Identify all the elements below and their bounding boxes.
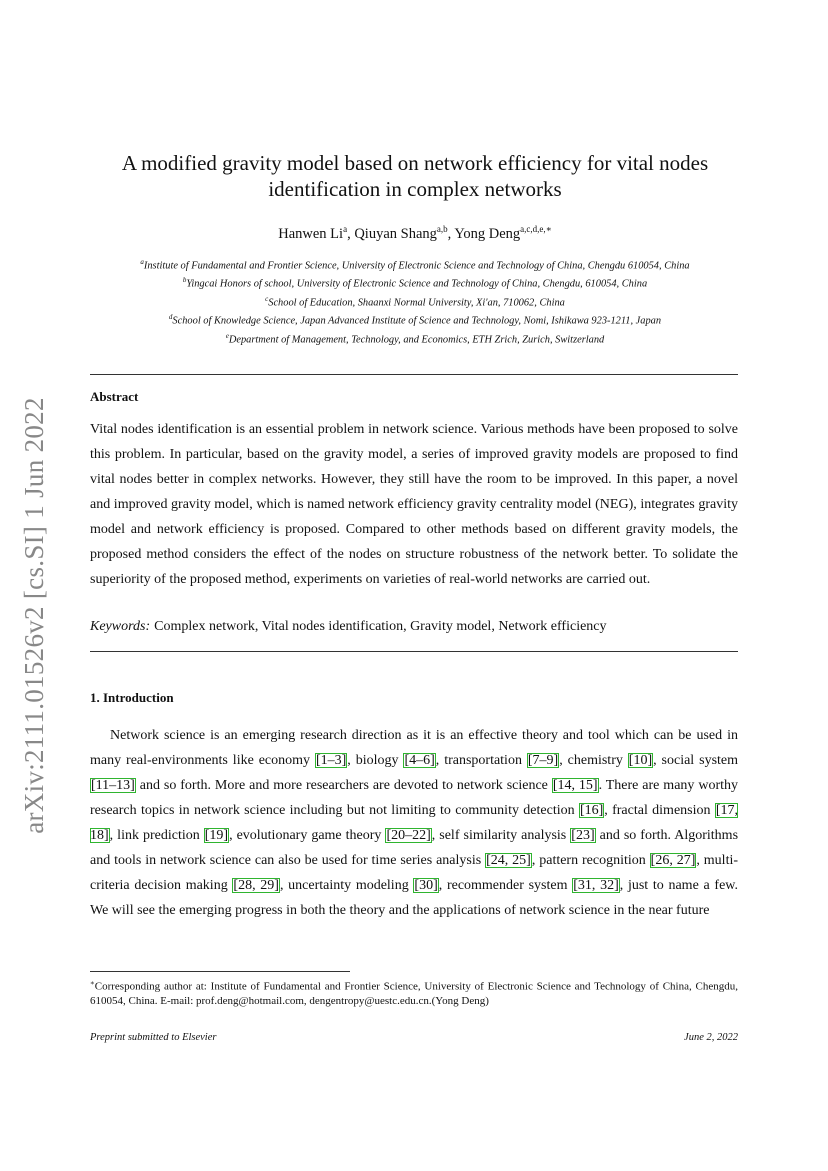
citation-link[interactable]: [23] <box>571 828 595 843</box>
affiliation-mark: b <box>182 276 187 285</box>
affiliation-text: School of Knowledge Science, Japan Advanced Institute of Science and Technology, Nomi, Ishikawa 923-1211, Japan <box>172 315 662 327</box>
text-run: , multi-criteria decision making <box>90 853 739 893</box>
footer-preprint-note: Preprint submitted to Elsevier <box>90 1032 217 1043</box>
citation-link[interactable]: [17, 18] <box>90 803 738 843</box>
paper-title: A modified gravity model based on network efficiency for vital nodes identification in complex networks <box>121 151 709 201</box>
citation-link[interactable]: [19] <box>204 828 229 843</box>
citation-link[interactable]: [4–6] <box>404 753 435 768</box>
affiliation-item <box>70 273 760 291</box>
text-run: , link prediction <box>109 828 204 843</box>
affiliation-mark: e <box>225 331 229 340</box>
abstract-paragraph: Vital nodes identification is an essential problem in network science. Various methods have been proposed to solve this problem. In particular, based on the gravity model, a series of improved gravity models are proposed to find vital nodes better in complex networks. However, they still have the room to be improved. In this paper, a novel and improved gravity model, which is named network efficiency gravity centrality model (NEG), integrates gravity model and network efficiency is proposed. Compared to other methods based on different gravity models, the proposed method considers the effect of the nodes on structure robustness of the network better. To solidate the superiority of the proposed method, experiments on varieties of real-world networks are carried out. <box>90 422 738 587</box>
keywords-label: Keywords: <box>90 619 151 634</box>
introduction-paragraph <box>90 723 738 923</box>
introduction-heading: 1. Introduction <box>90 690 174 705</box>
text-run: , chemistry <box>559 753 628 768</box>
citation-link[interactable]: [31, 32] <box>573 878 619 893</box>
affiliation-text: Institute of Fundamental and Frontier Science, University of Electronic Science and Technology of China, Chengdu 610054, China <box>143 260 690 272</box>
text-run: and so forth. More and more researchers are devoted to network science <box>135 778 552 793</box>
abstract-heading: Abstract <box>90 389 139 404</box>
footnote-rule <box>90 971 350 972</box>
text-run: , fractal dimension <box>604 803 715 818</box>
abstract-bottom-rule <box>90 651 738 652</box>
text-run: , pattern recognition <box>531 853 650 868</box>
citation-link[interactable]: [30] <box>414 878 438 893</box>
footnote-text: Corresponding author at: Institute of Fundamental and Frontier Science, University of Electronic Science and Technology of China, Chengdu, 610054, China. E-mail: prof.deng@hotmail.com, dengentropy@uestc.edu.cn.(Yong Deng) <box>90 980 738 1007</box>
author-name: Qiuyan Shang <box>354 225 437 242</box>
footnote-mark: ∗ <box>90 979 95 987</box>
text-run: , transportation <box>435 753 527 768</box>
author-affil-mark: a,c,d,e,∗ <box>520 224 552 234</box>
affiliation-mark: a <box>140 258 144 266</box>
text-run: , just to name a few. We will see the emerging progress in both the theory and the applications of network science in the near future <box>90 878 738 918</box>
text-run: , evolutionary game theory <box>229 828 386 843</box>
author-affil-mark: a <box>343 224 348 234</box>
text-run: , social system <box>653 753 739 768</box>
citation-link[interactable]: [26, 27] <box>650 853 696 868</box>
citation-link[interactable]: [1–3] <box>315 753 347 768</box>
citation-link[interactable]: [16] <box>579 803 604 818</box>
author-name: Yong Deng <box>454 225 521 242</box>
citation-link[interactable]: [28, 29] <box>233 878 279 893</box>
keywords-line <box>90 619 607 635</box>
text-run: , uncertainty modeling <box>279 878 414 893</box>
affiliation-item <box>70 255 760 273</box>
text-run: Network science is an emerging research direction as it is an effective theory and tool which can be used in many real-environments like economy <box>90 728 738 768</box>
text-run: and so forth. Algorithms and tools in network science can also be used for time series analysis <box>90 828 739 868</box>
citation-link[interactable]: [10] <box>628 753 653 768</box>
affiliation-item <box>70 329 760 347</box>
affiliation-text: Department of Management, Technology, and Economics, ETH Zrich, Zurich, Switzerland <box>228 334 605 346</box>
text-run: , self similarity analysis <box>431 828 571 843</box>
citation-link[interactable]: [20–22] <box>386 828 431 843</box>
affiliation-text: Yingcai Honors of school, University of Electronic Science and Technology of China, Chengdu, 610054, China <box>186 278 648 290</box>
arxiv-identifier-text: arXiv:2111.01526v2 [cs.SI] 1 Jun 2022 <box>18 396 49 834</box>
affiliation-item <box>70 292 760 310</box>
keywords-text: Complex network, Vital nodes identification, Gravity model, Network efficiency <box>154 619 607 634</box>
citation-link[interactable]: [14, 15] <box>552 778 598 793</box>
affiliation-list <box>70 255 760 347</box>
footer-date: June 2, 2022 <box>684 1032 738 1043</box>
author-name: Hanwen Li <box>278 225 344 242</box>
affiliation-item <box>70 310 760 328</box>
affiliation-text: School of Education, Shaanxi Normal University, Xi'an, 710062, China <box>268 297 565 309</box>
affiliation-mark: d <box>168 313 173 322</box>
abstract-text <box>90 417 738 592</box>
affiliation-mark: c <box>265 294 269 303</box>
author-list: Hanwen Li$^a$, Qiuyan Shang$^{a,b}$, Yong Deng$^{a,c,d,e,∗}$ <box>278 224 552 242</box>
text-run: , recommender system <box>438 878 573 893</box>
citation-link[interactable]: [11–13] <box>91 778 135 793</box>
citation-link[interactable]: [24, 25] <box>486 853 531 868</box>
author-affil-mark: a,b <box>436 224 448 234</box>
abstract-top-rule <box>90 374 738 375</box>
text-run: . There are many worthy research topics in network science including but not limiting to community detection <box>90 778 738 818</box>
text-run: , biology <box>347 753 404 768</box>
arxiv-identifier <box>14 385 54 845</box>
corresponding-author-footnote <box>90 976 738 1008</box>
citation-link[interactable]: [7–9] <box>527 753 559 768</box>
